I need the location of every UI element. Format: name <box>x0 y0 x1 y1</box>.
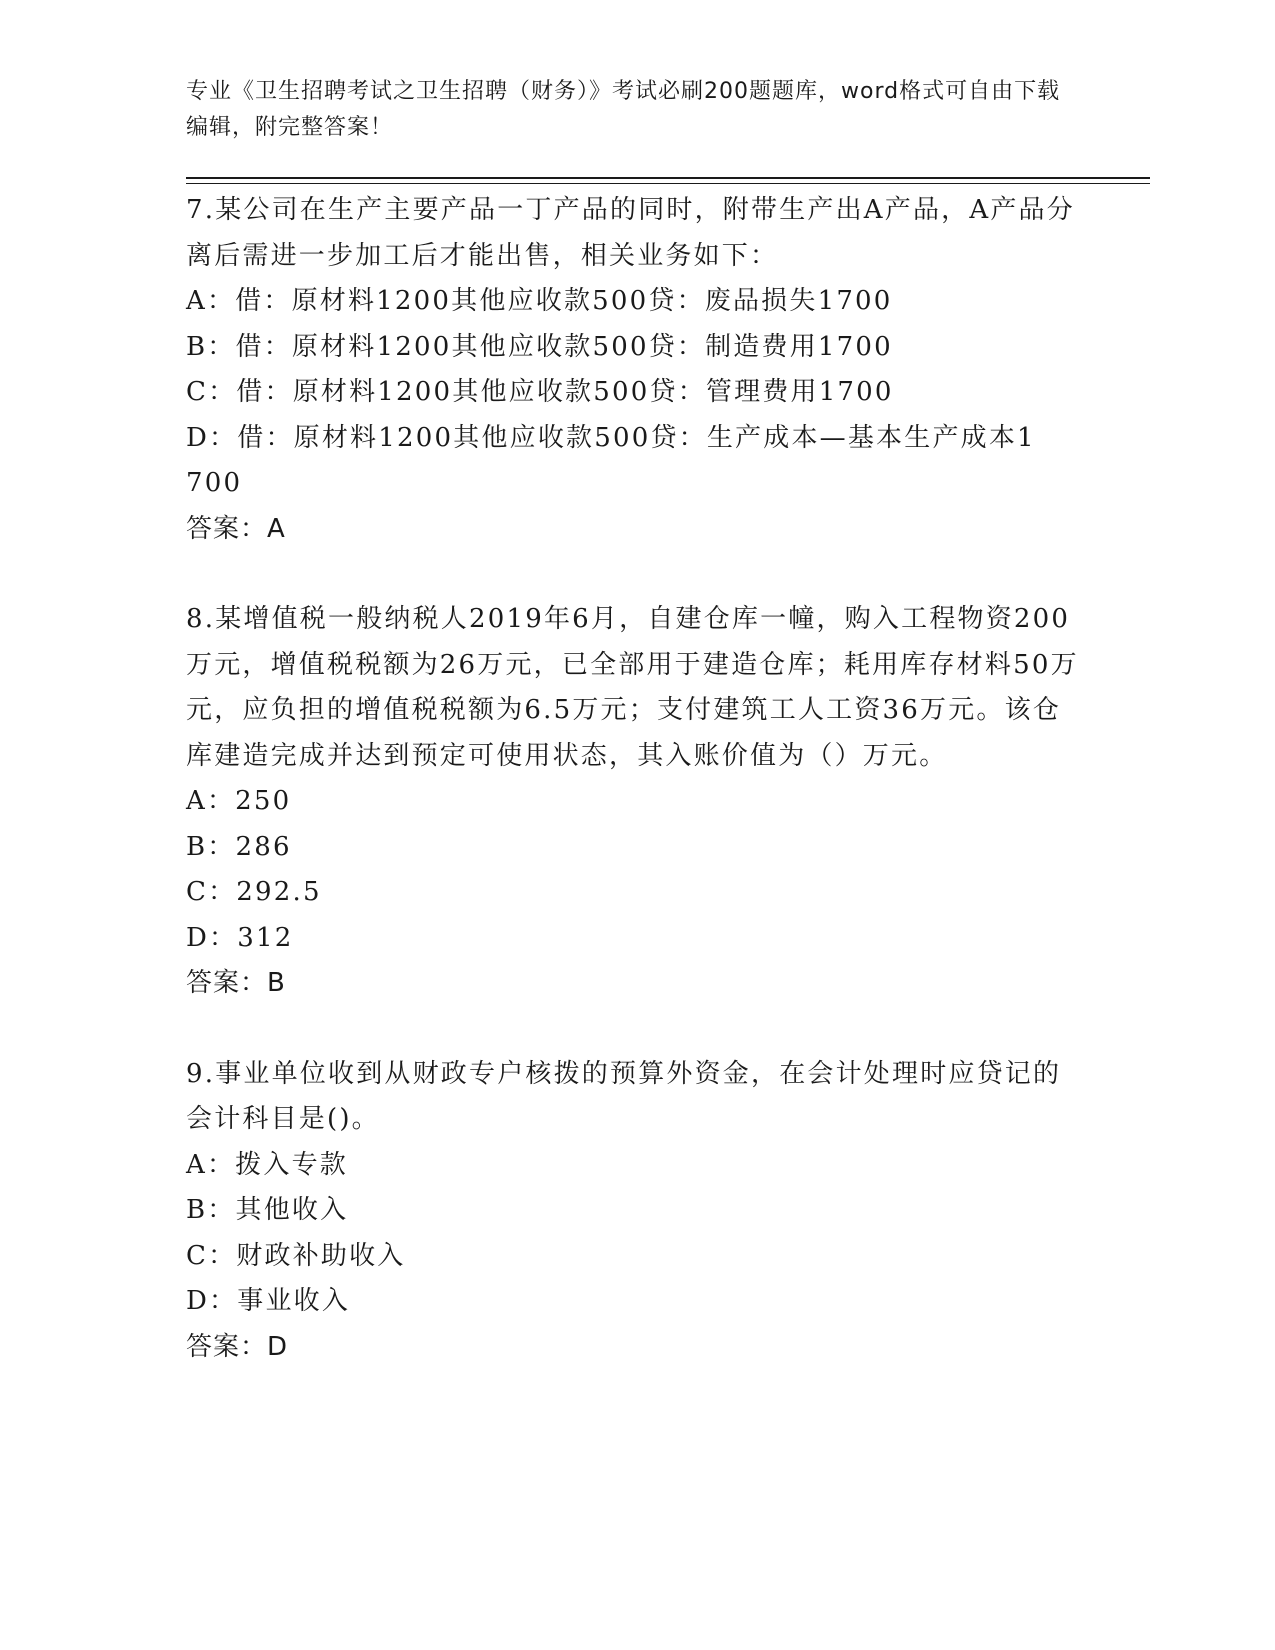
answer: 答案：A <box>186 513 286 544</box>
answer: 答案：B <box>186 968 286 998</box>
question-7 <box>186 188 1086 552</box>
option-a: A：拨入专款 <box>186 1149 348 1180</box>
question-stem: 7.某公司在生产主要产品一丁产品的同时，附带生产出A产品，A产品分离后需进一步加工后才能出售，相关业务如下： <box>186 195 1075 271</box>
question-gap <box>186 1007 1086 1052</box>
question-8 <box>186 597 1086 1007</box>
option-d: D：事业收入 <box>186 1286 351 1316</box>
document-header: 专业《卫生招聘考试之卫生招聘（财务）》考试必刷200题题库，word格式可自由下载编辑，附完整答案！ <box>186 79 1061 140</box>
question-stem: 8.某增值税一般纳税人2019年6月，自建仓库一幢，购入工程物资200万元，增值税税额为26万元，已全部用于建造仓库；耗用库存材料50万元，应负担的增值税税额为6.5万元；支付建筑工人工资36万元。该仓库建造完成并达到预定可使用状态，其入账价值为（）万元。 <box>186 604 1079 771</box>
option-c: C：借：原材料1200其他应收款500贷：管理费用1700 <box>186 377 894 407</box>
option-d: D：借：原材料1200其他应收款500贷：生产成本—基本生产成本1700 <box>186 422 1036 498</box>
option-d: D：312 <box>186 922 294 953</box>
option-b: B：其他收入 <box>186 1195 349 1225</box>
question-gap <box>186 552 1086 597</box>
answer: 答案：D <box>186 1331 289 1362</box>
option-a: A：借：原材料1200其他应收款500贷：废品损失1700 <box>186 286 893 316</box>
option-c: C：财政补助收入 <box>186 1240 406 1271</box>
question-9 <box>186 1052 1086 1371</box>
question-stem: 9.事业单位收到从财政专户核拨的预算外资金，在会计处理时应贷记的会计科目是()。 <box>186 1058 1062 1134</box>
option-a: A：250 <box>186 786 292 816</box>
header-divider-thin <box>186 183 1150 184</box>
header-divider-thick <box>186 177 1150 179</box>
option-c: C：292.5 <box>186 877 322 907</box>
question-list <box>186 188 1086 1370</box>
option-b: B：借：原材料1200其他应收款500贷：制造费用1700 <box>186 331 893 362</box>
option-b: B：286 <box>186 831 292 862</box>
